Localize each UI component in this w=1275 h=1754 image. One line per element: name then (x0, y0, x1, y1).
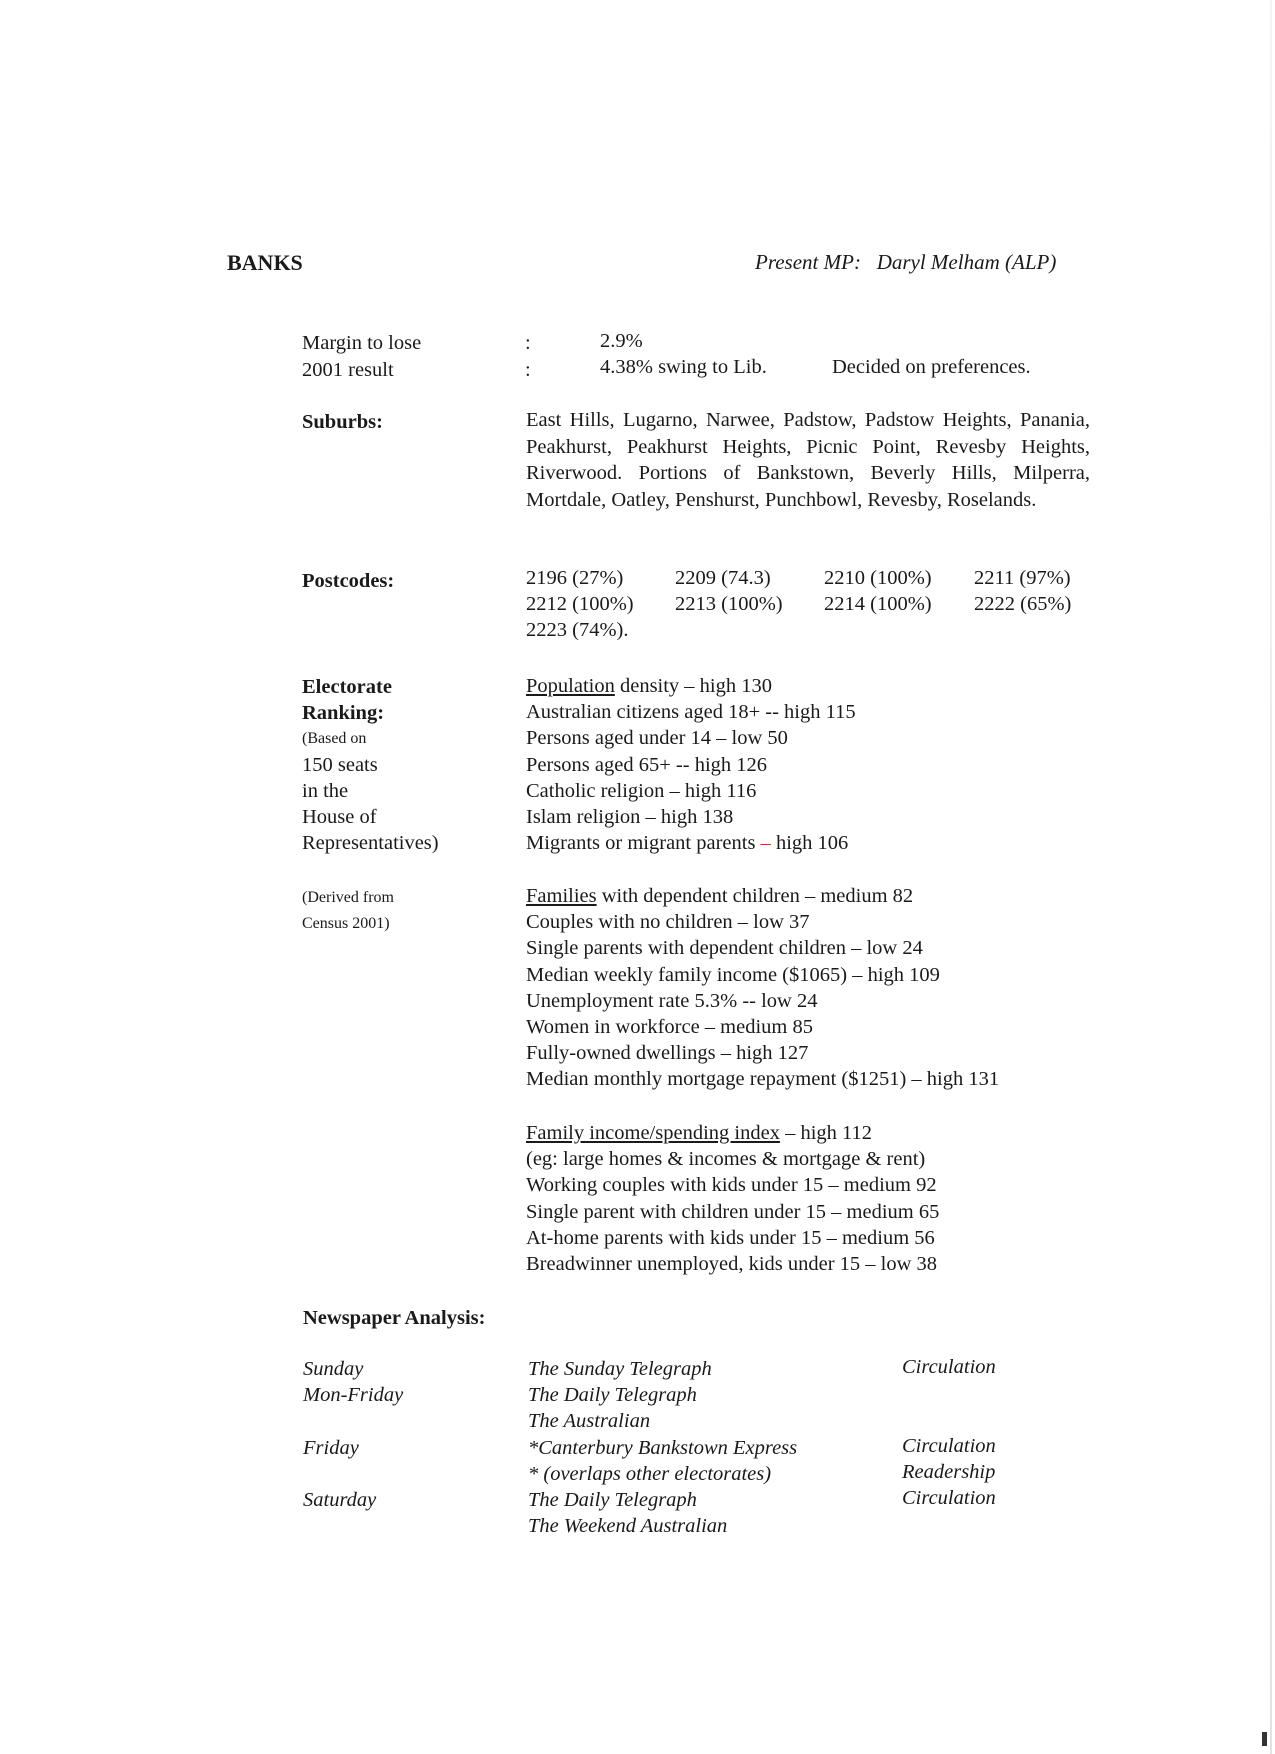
ranking-line: Working couples with kids under 15 – medium 92 (526, 1174, 937, 1197)
newspaper-papers (528, 1356, 797, 1539)
ranking-line: At-home parents with kids under 15 – medium 56 (526, 1226, 935, 1249)
postcode-item: 2211 (97%) (974, 567, 1071, 589)
result-label: 2001 result (302, 359, 394, 381)
postcode-item: 2212 (100%) (526, 593, 634, 615)
ranking-group-1 (526, 673, 856, 856)
result-note: Decided on preferences. (832, 356, 1031, 378)
postcode-item: 2210 (100%) (824, 567, 932, 589)
ranking-label-1: Electorate (302, 676, 392, 698)
ranking-note-4: House of (302, 806, 377, 828)
newspaper-paper: The Australian (528, 1410, 651, 1433)
scan-edge (1270, 0, 1272, 1754)
ranking-line: Median weekly family income ($1065) – high 109 (526, 963, 940, 986)
ranking-line (526, 1120, 939, 1146)
ranking-line: Breadwinner unemployed, kids under 15 – low 38 (526, 1253, 938, 1276)
newspaper-paper: The Daily Telegraph (528, 1488, 697, 1511)
result-colon: : (525, 359, 531, 381)
newspaper-metrics (902, 1354, 996, 1537)
page-title: BANKS (227, 250, 303, 275)
ranking-line: Couples with no children – low 37 (526, 911, 810, 934)
newspaper-days (303, 1356, 403, 1539)
newspaper-day: Mon-Friday (303, 1384, 404, 1407)
ranking-line: Women in workforce – medium 85 (526, 1016, 813, 1039)
postcode-item: 2222 (65%) (974, 593, 1072, 615)
newspaper-day (303, 1513, 403, 1539)
ranking-line (526, 830, 856, 856)
newspaper-day: Saturday (303, 1488, 377, 1511)
ranking-group-2 (526, 883, 999, 1093)
newspaper-day: Sunday (303, 1358, 364, 1380)
postcodes-label: Postcodes: (302, 570, 395, 592)
ranking-group-3 (526, 1120, 939, 1277)
newspaper-metric: Circulation (902, 1434, 996, 1457)
ranking-line: Single parents with dependent children – low 24 (526, 937, 923, 960)
ranking-note-5: Representatives) (302, 832, 439, 854)
ranking-note-3: in the (302, 780, 349, 802)
ranking-line (526, 673, 856, 699)
newspaper-paper: The Weekend Australian (528, 1515, 728, 1538)
newspaper-paper: The Daily Telegraph (528, 1384, 697, 1407)
postcode-item: 2214 (100%) (824, 593, 932, 615)
postcode-item: 2209 (74.3) (675, 567, 771, 589)
newspaper-metric: Circulation (902, 1356, 996, 1378)
ranking-line: (eg: large homes & incomes & mortgage & rent) (526, 1148, 926, 1171)
ranking-line-underlined: Families (526, 885, 597, 907)
ranking-line-underlined: Population (526, 675, 615, 697)
newspaper-metric: Readership (902, 1460, 996, 1483)
ranking-line: Islam religion – high 138 (526, 806, 734, 829)
margin-value: 2.9% (600, 330, 643, 352)
ranking-line: Fully-owned dwellings – high 127 (526, 1042, 809, 1065)
ranking-line: Unemployment rate 5.3% -- low 24 (526, 989, 818, 1012)
newspaper-day (303, 1408, 403, 1434)
newspaper-paper: * (overlaps other electorates) (528, 1462, 772, 1485)
newspaper-label: Newspaper Analysis: (303, 1307, 486, 1329)
ranking-line-suffix: high 106 (770, 832, 849, 855)
ranking-line: Single parent with children under 15 – medium 65 (526, 1200, 940, 1223)
scan-mark (1262, 1732, 1267, 1746)
ranking-line: Persons aged under 14 – low 50 (526, 727, 788, 750)
ranking-line-prefix: Migrants or migrant parents (526, 832, 761, 855)
ranking-line-rest: – high 112 (779, 1122, 873, 1144)
present-mp (755, 250, 1056, 275)
margin-label: Margin to lose (302, 332, 422, 354)
newspaper-paper: *Canterbury Bankstown Express (528, 1436, 798, 1459)
postcode-item: 2223 (74%). (526, 619, 629, 641)
newspaper-day: Friday (303, 1436, 359, 1459)
suburbs-text: East Hills, Lugarno, Narwee, Padstow, Padstow Heights, Panania, Peakhurst, Peakhurst Heights, Picnic Point, Revesby Heights, Riverwood. Portions of Bankstown, Beverly Hills, Milperra, Mortdale, Oatley, Penshurst, Punchbowl, Revesby, Roselands. (526, 409, 1090, 511)
ranking-line: Australian citizens aged 18+ -- high 115 (526, 701, 856, 724)
census-note-1: (Derived from (302, 889, 394, 906)
census-note-2: Census 2001) (302, 915, 390, 932)
ranking-line: Catholic religion – high 116 (526, 779, 757, 802)
ranking-note-2: 150 seats (302, 754, 378, 776)
newspaper-day (303, 1461, 403, 1487)
ranking-line: Persons aged 65+ -- high 126 (526, 753, 768, 776)
margin-colon: : (525, 332, 531, 354)
ranking-line-rest: with dependent children – medium 82 (596, 885, 914, 907)
postcode-item: 2196 (27%) (526, 567, 624, 589)
ranking-label-2: Ranking: (302, 702, 385, 724)
suburbs-label: Suburbs: (302, 411, 383, 433)
newspaper-metric: Circulation (902, 1486, 996, 1509)
newspaper-paper: The Sunday Telegraph (528, 1358, 712, 1380)
ranking-line-underlined: Family income/spending index (526, 1122, 780, 1144)
result-value: 4.38% swing to Lib. (600, 356, 767, 378)
newspaper-metric (902, 1406, 996, 1432)
census-note (302, 885, 394, 937)
ranking-note-1: (Based on (302, 730, 367, 747)
postcodes-grid (526, 565, 1106, 643)
postcode-item: 2213 (100%) (675, 593, 783, 615)
ranking-label-block (302, 674, 439, 856)
mp-label: Present MP: (755, 250, 861, 274)
mp-name: Daryl Melham (ALP) (876, 250, 1057, 274)
ranking-line-rest: density – high 130 (614, 675, 773, 697)
newspaper-metric (902, 1380, 996, 1406)
ranking-line: Median monthly mortgage repayment ($1251) – high 131 (526, 1068, 1000, 1091)
ranking-line-dash: – (760, 832, 771, 855)
ranking-line (526, 883, 999, 909)
newspaper-metric (902, 1511, 996, 1537)
